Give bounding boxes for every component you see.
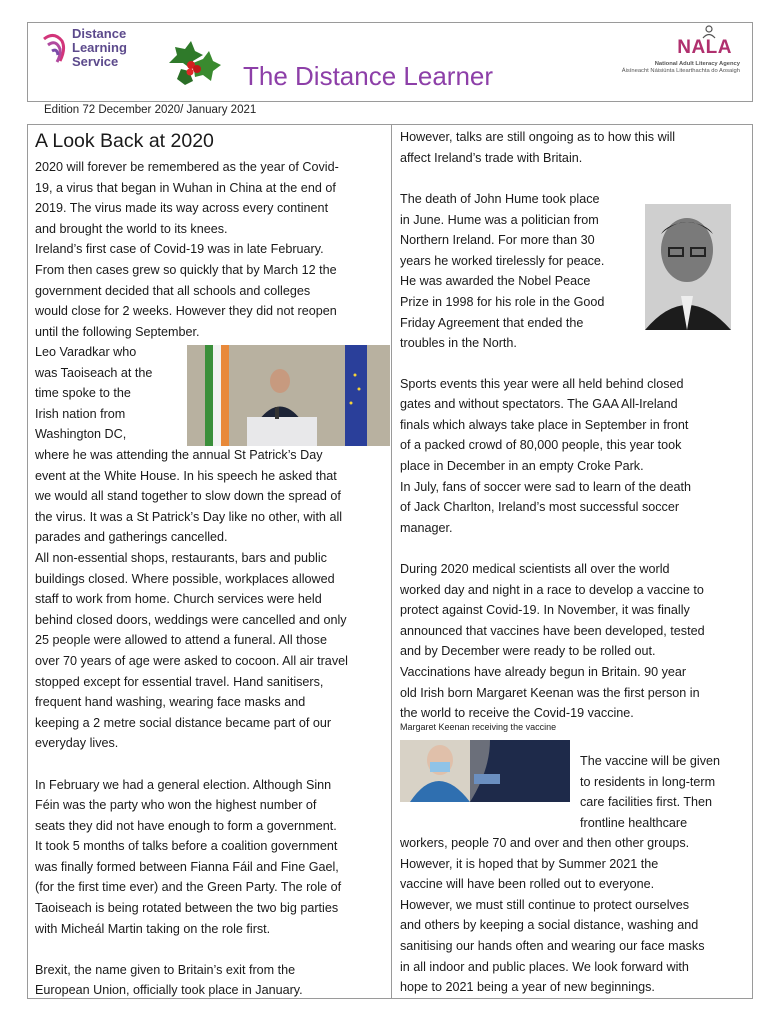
text-line: troubles in the North. [400, 336, 517, 351]
text-line: hope to 2021 being a year of new beginnings. [400, 980, 655, 995]
text-line: Vaccinations have already begun in Britain. 90 year [400, 664, 687, 679]
text-line [35, 754, 390, 775]
text-line: In February we had a general election. Although Sinn [35, 777, 332, 792]
text-line: announced that vaccines have been developed, tested [400, 623, 705, 638]
text-line: the world to receive the Covid-19 vaccine. [400, 706, 634, 721]
text-line: 2019. The virus made its way across every continent [35, 201, 329, 216]
text-line: where he was attending the annual St Patrick’s Day [35, 448, 323, 462]
text-line: was finally formed between Fianna Fáil and Fine Gael, [35, 859, 339, 874]
text-line: All non-essential shops, restaurants, bars and public [35, 550, 327, 565]
text-line: Irish nation from [35, 406, 126, 421]
newsletter-title: The Distance Learner [243, 61, 494, 91]
text-line: Northern Ireland. For more than 30 [400, 233, 595, 248]
text-line: buildings closed. Where possible, workplaces allowed [35, 571, 335, 586]
text-line: Brexit, the name given to Britain’s exit from the [35, 962, 296, 977]
right-column-middle [400, 353, 750, 724]
text-line: From then cases grew so quickly that by March 12 the [35, 262, 337, 277]
logo-line: Service [72, 54, 119, 69]
text-line: vaccine will have been rolled out to everyone. [400, 877, 655, 892]
text-line: the virus. It was a St Patrick’s Day like no other, with all [35, 509, 343, 524]
text-line: old Irish born Margaret Keenan was the first person in [400, 685, 700, 700]
text-line: During 2020 medical scientists all over the world [400, 561, 670, 576]
text-line: Ireland’s first case of Covid-19 was in late February. [35, 242, 324, 257]
newsletter-header [27, 22, 753, 102]
text-line: with Micheál Martin taking on the role first. [35, 921, 271, 936]
john-hume-photo [645, 204, 731, 330]
text-line: He was awarded the Nobel Peace [400, 274, 591, 289]
text-line: event at the White House. In his speech he asked that [35, 468, 337, 483]
text-line: was Taoiseach at the [35, 365, 153, 380]
left-column-top [35, 157, 385, 342]
text-line: affect Ireland’s trade with Britain. [400, 150, 583, 165]
text-line: behind closed doors, weddings were cancelled and only [35, 612, 347, 627]
text-line: However, it is hoped that by Summer 2021 the [400, 856, 659, 871]
text-line: seats they did not have enough to form a government. [35, 818, 337, 833]
text-line: frontline healthcare [580, 815, 688, 830]
text-line: we would all stand together to slow down the spread of [35, 489, 341, 504]
text-line: 25 people were allowed to attend a funeral. All those [35, 633, 327, 648]
edition-line: Edition 72 December 2020/ January 2021 [44, 104, 257, 116]
text-line: keeping a 2 metre social distance became part of our [35, 715, 332, 730]
photo-caption: Margaret Keenan receiving the vaccine [400, 722, 557, 732]
text-line: Taoiseach is being rotated between the two big parties [35, 901, 339, 916]
text-line: time spoke to the [35, 386, 131, 401]
logo-line: Learning [72, 40, 127, 55]
text-line: gates and without spectators. The GAA All-Ireland [400, 397, 678, 412]
text-line: worked day and night in a race to develop a vaccine to [400, 582, 704, 597]
text-line [400, 168, 750, 189]
left-column-rest [35, 445, 390, 1001]
text-line: over 70 years of age were asked to cocoon. All air travel [35, 653, 348, 668]
text-line: and others by keeping a social distance, washing and [400, 918, 699, 933]
text-line [400, 538, 750, 559]
text-line: and brought the world to its knees. [35, 221, 228, 236]
text-line: parades and gatherings cancelled. [35, 530, 228, 545]
text-line: Washington DC, [35, 427, 127, 442]
article-title: A Look Back at 2020 [35, 130, 214, 152]
text-line: in all indoor and public places. We look forward with [400, 959, 689, 974]
text-line: place in December in an empty Croke Park. [400, 458, 644, 473]
text-line: to residents in long-term [580, 774, 716, 789]
text-line: 19, a virus that began in Wuhan in China at the end of [35, 180, 336, 195]
text-line: Féin was the party who won the highest number of [35, 798, 317, 813]
text-line: staff to work from home. Church services were held [35, 592, 322, 607]
text-line: Sports events this year were all held behind closed [400, 376, 684, 391]
nala-name: National Adult Literacy Agency [654, 61, 740, 67]
text-line: care facilities first. Then [580, 795, 713, 810]
nala-logo-text: NALA [677, 37, 732, 58]
left-column-wrap [35, 342, 185, 445]
text-line: 2020 will forever be remembered as the year of Covid- [35, 160, 339, 174]
text-line: sanitising our hands often and wearing our face masks [400, 938, 705, 953]
leo-varadkar-photo [187, 345, 390, 446]
text-line: stopped except for essential travel. Hand sanitisers, [35, 674, 324, 689]
text-line: The death of John Hume took place [400, 192, 600, 206]
text-line: workers, people 70 and over and then other groups. [400, 836, 690, 850]
text-line: would close for 2 weeks. However they did not reopen [35, 304, 337, 319]
text-line: However, we must still continue to protect ourselves [400, 897, 690, 912]
text-line: government decided that all schools and colleges [35, 283, 311, 298]
text-line: frequent hand washing, wearing face masks and [35, 695, 306, 710]
text-line: (for the first time ever) and the Green Party. The role of [35, 880, 342, 895]
text-line: and by December were ready to be rolled out. [400, 644, 656, 659]
text-line: finals which always take place in September in front [400, 417, 689, 432]
text-line: everyday lives. [35, 736, 119, 751]
margaret-keenan-photo [400, 740, 570, 802]
text-line: in June. Hume was a politician from [400, 212, 599, 227]
text-line: manager. [400, 520, 453, 535]
right-column-hume [400, 189, 640, 354]
nala-subtitle [622, 61, 740, 75]
column-divider [391, 124, 392, 999]
text-line: until the following September. [35, 324, 200, 339]
logo-line: Distance [72, 26, 127, 41]
text-line: The vaccine will be given [580, 754, 721, 768]
right-column-top [400, 127, 750, 189]
text-line: In July, fans of soccer were sad to learn of the death [400, 479, 691, 494]
text-line: years he worked tirelessly for peace. [400, 253, 605, 268]
text-line: of a packed crowd of 80,000 people, this year took [400, 438, 682, 453]
holly-icon [163, 33, 225, 93]
text-line: protect against Covid-19. In November, it was finally [400, 603, 690, 618]
text-line [400, 353, 750, 374]
text-line: European Union, officially took place in January. [35, 983, 303, 998]
text-line: Prize in 1998 for his role in the Good [400, 294, 605, 309]
text-line: Leo Varadkar who [35, 345, 137, 359]
text-line: Friday Agreement that ended the [400, 315, 584, 330]
text-line [35, 939, 390, 960]
logo-text [72, 27, 127, 69]
text-line: However, talks are still ongoing as to how this will [400, 130, 676, 144]
text-line: It took 5 months of talks before a coalition government [35, 839, 338, 854]
right-column-wrap [580, 751, 750, 833]
nala-irish-name: Áisíneacht Náisiúnta Litearthachta do Aosaigh [621, 68, 740, 74]
right-column-end [400, 833, 750, 998]
text-line: of Jack Charlton, Ireland’s most successful soccer [400, 500, 680, 515]
